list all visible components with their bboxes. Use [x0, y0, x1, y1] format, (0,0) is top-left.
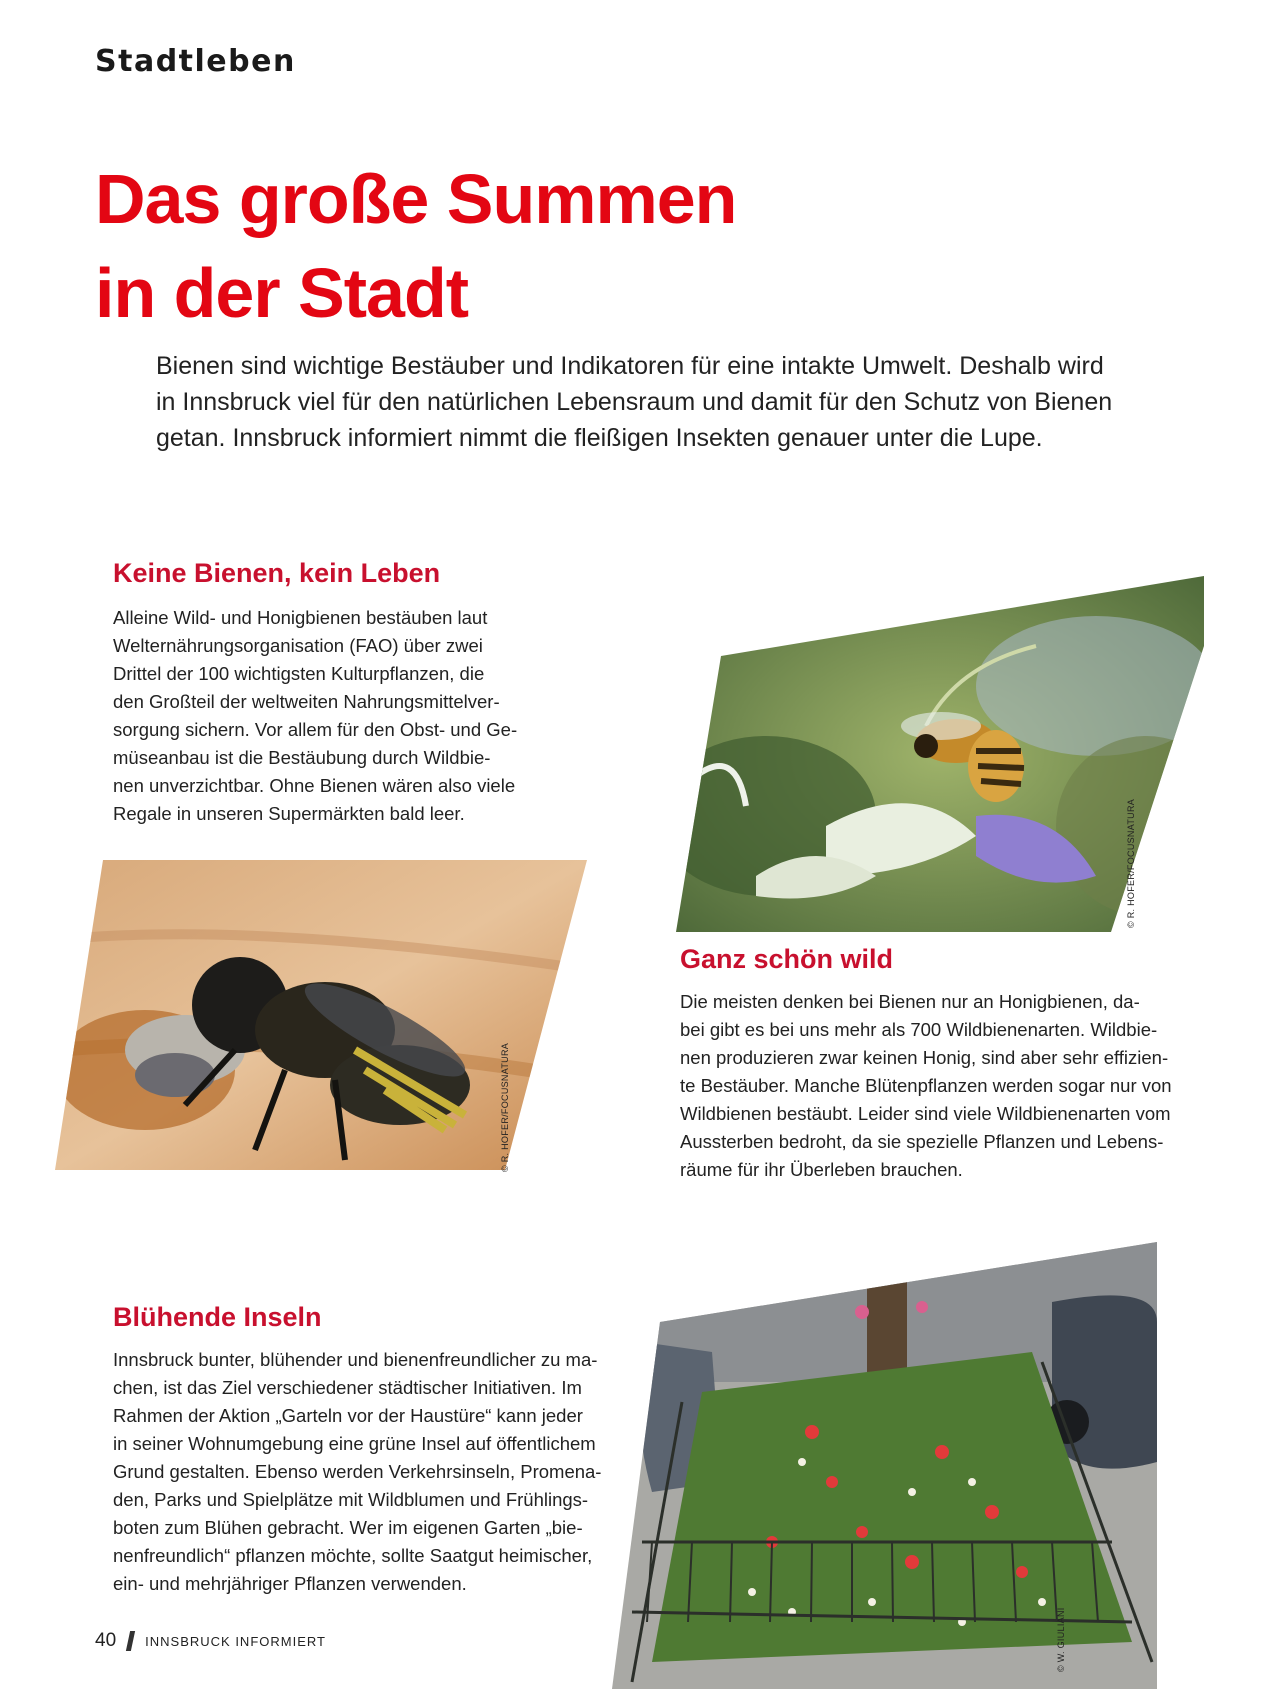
lead-paragraph: Bienen sind wichtige Bestäuber und Indikatoren für eine intakte Umwelt. Deshalb wird in Innsbruck viel für den natürlichen Lebensraum und damit für den Schutz von Bienen getan. Innsbruck informiert nimmt die fleißigen Insekten genauer unter die Lupe.	[156, 352, 1113, 452]
page-footer	[95, 1630, 326, 1652]
photo-credit-bee-flower: © R. HOFER/FOCUSNATURA	[1126, 798, 1136, 928]
body-ganz-schoen-wild: Die meisten denken bei Bienen nur an Honigbienen, da- bei gibt es bei uns mehr als 700 Wildbienenarten. Wildbie- nen produzieren zwar keinen Honig, sind aber sehr effizien- te Bestäuber. Manche Blütenpflanzen werden sogar nur von Wildbienen bestäubt. Leider sind viele Wildbienenarten vom Aussterben bedroht, da sie spezielle Pflanzen und Lebens- räume für ihr Überleben brauchen.	[680, 991, 1172, 1180]
subhead-bluehende-inseln: Blühende Inseln	[113, 1302, 322, 1332]
body-bluehende-inseln: Innsbruck bunter, blühender und bienenfreundlicher zu ma- chen, ist das Ziel verschiedener städtischer Initiativen. Im Rahmen der Aktion „Garteln vor der Haustüre“ kann jeder in seiner Wohnumgebung eine grüne Insel auf öffentlichem Grund gestalten. Ebenso werden Verkehrsinseln, Promena- den, Parks und Spielplätze mit Wildblumen und Frühlings- boten zum Blühen gebracht. Wer im eigenen Garten „bie- nenfreundlich“ pflanzen möchte, sollte Saatgut heimischer, ein- und mehrjähriger Pflanzen verwenden.	[113, 1349, 602, 1594]
slash-divider-icon	[126, 1631, 135, 1651]
publication-name: INNSBRUCK INFORMIERT	[145, 1633, 326, 1649]
subhead-ganz-schoen-wild: Ganz schön wild	[680, 944, 894, 974]
page-number: 40	[95, 1630, 117, 1651]
photo-flowerbed	[612, 1242, 1157, 1689]
subhead-keine-bienen: Keine Bienen, kein Leben	[113, 558, 441, 588]
title-line-1: Das große Summen	[95, 160, 737, 238]
page-title	[95, 152, 736, 340]
photo-credit-flowerbed: © W. GIULIANI	[1056, 1607, 1066, 1672]
photo-credit-bee-wood: © R. HOFER/FOCUSNATURA	[500, 1042, 510, 1172]
title-line-2: in der Stadt	[95, 254, 469, 332]
body-keine-bienen: Alleine Wild- und Honigbienen bestäuben laut Welternährungsorganisation (FAO) über zwei Drittel der 100 wichtigsten Kulturpflanzen, die den Großteil der weltweiten Nahrungsmittelver- sorgung sichern. Vor allem für den Obst- und Ge- müseanbau ist die Bestäubung durch Wildbie- nen unverzichtbar. Ohne Bienen wären also viele Regale in unseren Supermärkten bald leer.	[113, 607, 518, 824]
section-label: Stadtleben	[95, 44, 296, 79]
